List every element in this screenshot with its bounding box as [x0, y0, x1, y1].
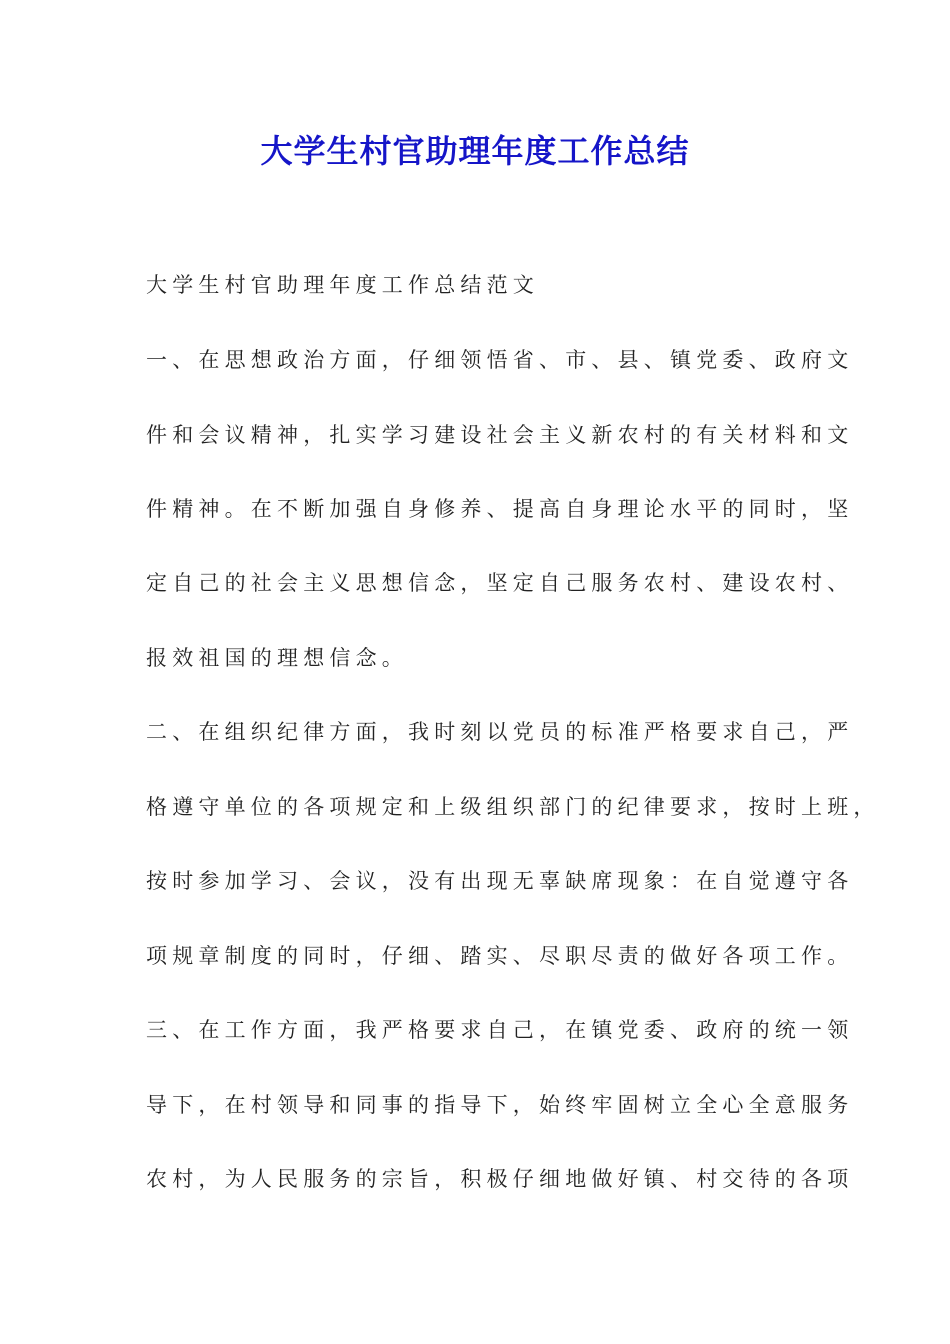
paragraph-line: 格遵守单位的各项规定和上级组织部门的纪律要求，按时上班， [146, 795, 880, 819]
paragraph-line: 三、在工作方面，我严格要求自己，在镇党委、政府的统一领 [146, 1018, 854, 1042]
paragraph-line: 件和会议精神，扎实学习建设社会主义新农村的有关材料和文 [146, 423, 854, 447]
paragraph-line: 件精神。在不断加强自身修养、提高自身理论水平的同时，坚 [146, 497, 854, 521]
document-subtitle: 大学生村官助理年度工作总结范文 [146, 273, 539, 297]
document-title: 大学生村官助理年度工作总结 [260, 132, 690, 170]
paragraph-line: 农村，为人民服务的宗旨，积极仔细地做好镇、村交待的各项 [146, 1167, 854, 1191]
paragraph-line: 二、在组织纪律方面，我时刻以党员的标准严格要求自己，严 [146, 720, 854, 744]
paragraph-line: 定自己的社会主义思想信念，坚定自己服务农村、建设农村、 [146, 571, 854, 595]
paragraph-line: 一、在思想政治方面，仔细领悟省、市、县、镇党委、政府文 [146, 348, 854, 372]
paragraph-line: 按时参加学习、会议，没有出现无辜缺席现象：在自觉遵守各 [146, 869, 854, 893]
paragraph-line: 导下，在村领导和同事的指导下，始终牢固树立全心全意服务 [146, 1093, 854, 1117]
paragraph-line: 项规章制度的同时，仔细、踏实、尽职尽责的做好各项工作。 [146, 944, 854, 968]
paragraph-line: 报效祖国的理想信念。 [146, 646, 408, 670]
